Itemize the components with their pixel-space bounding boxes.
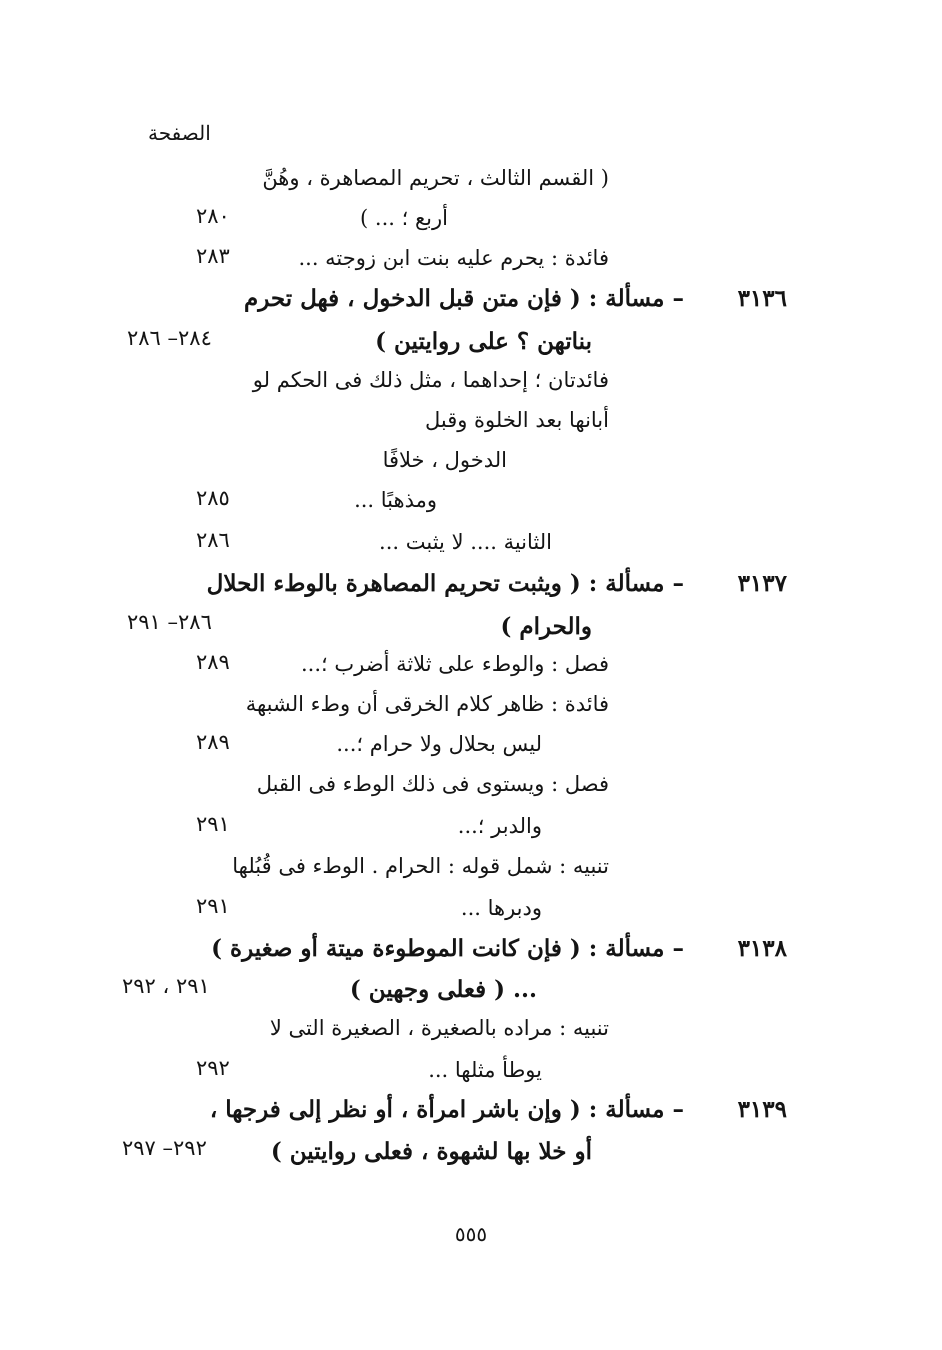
entry-line: فصل : ويستوى فى ذلك الوطء فى القبل [256,772,609,796]
question-number: ٣١٣٦ [737,285,787,312]
page-column-label: الصفحة [148,121,211,145]
entry-line: فصل : والوطء على ثلاثة أضرب ؛... [301,652,609,676]
question-line: – مسألة : ( فإن كانت الموطوءة ميتة أو صغيرة ) [211,935,684,962]
page-ref: ٢٨٣ [196,244,230,268]
page-ref: ٢٩١ [196,812,230,836]
entry-line: ( القسم الثالث ، تحريم المصاهرة ، وهُنَّ [262,166,609,190]
entry-line: ومذهبًا ... [354,488,437,512]
page-ref: ٢٨٥ [196,486,230,510]
question-number: ٣١٣٨ [737,935,787,962]
page-ref: ٢٨٩ [196,650,230,674]
page-ref: ٢٨٩ [196,730,230,754]
page-ref: ٢٩١ [196,894,230,918]
entry-line: ليس بحلال ولا حرام ؛... [336,732,542,756]
entry-line: ودبرها ... [460,896,542,920]
page-ref: ٢٨٦ [196,528,230,552]
entry-line: والدبر ؛... [457,814,542,838]
entry-line: تنبيه : مراده بالصغيرة ، الصغيرة التى لا [269,1016,609,1040]
entry-line: فائدة : ظاهر كلام الخرقى أن وطء الشبهة [245,692,609,716]
page-ref: ٢٨٠ [196,204,230,228]
question-number: ٣١٣٧ [737,570,787,597]
entry-line: فائدة : يحرم عليه بنت ابن زوجته ... [298,246,609,270]
page-ref: ٢٩١ ، ٢٩٢ [122,974,210,998]
question-line: والحرام ) [500,613,592,640]
entry-line: يوطأ مثلها ... [428,1058,542,1082]
page-ref: ٢٨٦– ٢٩١ [127,610,212,634]
question-line: – مسألة : ( فإن متن قبل الدخول ، فهل تحرم [243,285,684,312]
entry-line: الثانية .... لا يثبت ... [379,530,552,554]
page-ref: ٢٩٢– ٢٩٧ [122,1136,207,1160]
question-line: بناتهن ؟ على روايتين ) [375,328,592,355]
question-number: ٣١٣٩ [737,1096,787,1123]
question-line: – مسألة : ( ويثبت تحريم المصاهرة بالوطء الحلال [206,570,684,597]
page-ref: ٢٩٢ [196,1056,230,1080]
entry-line: أبانها بعد الخلوة وقبل [424,408,609,432]
entry-line: فائدتان ؛ إحداهما ، مثل ذلك فى الحكم لو [252,368,609,392]
question-line: أو خلا بها لشهوة ، فعلى روايتين ) [270,1138,592,1165]
page-number: ٥٥٥ [454,1222,488,1246]
question-line: ... ( فعلى وجهين ) [349,976,537,1003]
entry-line: أربع ؛ ... ) [360,206,448,230]
entry-line: تنبيه : شمل قوله : الحرام . الوطء فى قُبُلها [232,854,609,878]
question-line: – مسألة : ( وإن باشر امرأة ، أو نظر إلى فرجها ، [209,1096,684,1123]
entry-line: الدخول ، خلافًا [382,448,507,472]
page-ref: ٢٨٤– ٢٨٦ [127,326,212,350]
